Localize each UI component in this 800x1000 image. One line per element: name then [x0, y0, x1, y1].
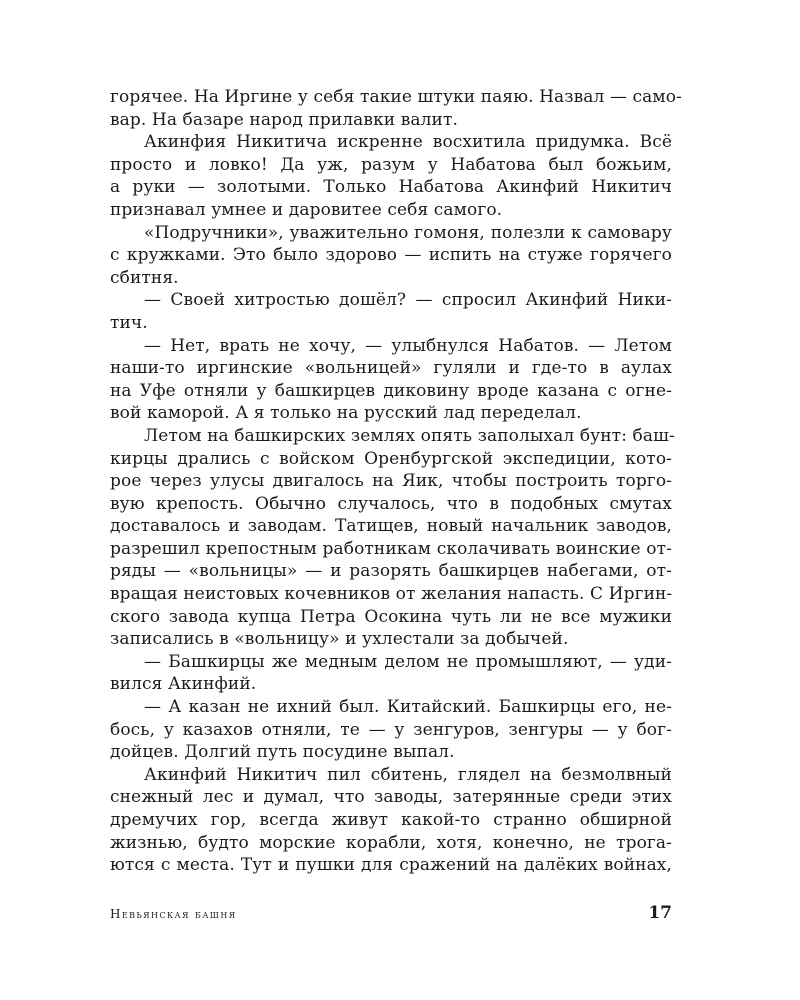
text-line: ются с места. Тут и пушки для сражений на далёких войнах,	[110, 855, 672, 876]
text-line: Летом на башкирских землях опять заполыхал бунт: баш-	[144, 425, 675, 446]
text-line: «Подручники», уважительно гомоня, полезли к самовару	[144, 222, 672, 243]
text-line: вой каморой. А я только на русский лад переделал.	[110, 403, 582, 424]
text-line: тич.	[110, 312, 148, 333]
text-line: кирцы дрались с войском Оренбургской экспедиции, кото-	[110, 448, 672, 469]
text-line: наши-то иргинские «вольницей» гуляли и где-то в аулах	[110, 358, 672, 379]
text-line: — Нет, врать не хочу, — улыбнулся Набатов. — Летом	[144, 335, 672, 356]
page-footer	[110, 903, 672, 929]
text-line: дремучих гор, всегда живут какой-то странно обширной	[110, 810, 672, 830]
page-number: 17	[648, 903, 672, 923]
text-line: бось, у казахов отняли, те — у зенгуров, зенгуры — у бог-	[110, 719, 672, 740]
running-title: Невьянская башня	[110, 907, 237, 921]
text-line: вился Акинфий.	[110, 674, 257, 695]
text-line: жизнью, будто морские корабли, хотя, конечно, не трога-	[110, 832, 672, 853]
text-line: горячее. На Иргине у себя такие штуки паяю. Назвал — само-	[110, 87, 682, 107]
text-line: сбитня.	[110, 267, 179, 288]
text-line: вращая неистовых кочевников от желания напасть. С Иргин-	[110, 584, 673, 605]
text-line: доставалось и заводам. Татищев, новый начальник заводов,	[110, 516, 672, 537]
text-line: записались в «вольницу» и ухлестали за добычей.	[110, 629, 569, 650]
text-line: дойцев. Долгий путь посудине выпал.	[110, 742, 455, 763]
text-line: вар. На базаре народ прилавки валит.	[110, 109, 458, 130]
text-line: Акинфий Никитич пил сбитень, глядел на безмолвный	[144, 764, 672, 785]
body-text	[110, 86, 682, 877]
text-line: Акинфия Никитича искренне восхитила придумка. Всё	[144, 132, 672, 153]
text-line: — Своей хитростью дошёл? — спросил Акинфий Ники-	[144, 290, 672, 311]
text-line: вую крепость. Обычно случалось, что в подобных смутах	[110, 493, 672, 514]
text-line: на Уфе отняли у башкирцев диковину вроде казана с огне-	[110, 380, 672, 401]
text-line: признавал умнее и даровитее себя самого.	[110, 199, 503, 220]
text-line: разрешил крепостным работникам сколачивать воинские от-	[110, 538, 672, 559]
text-line: — Башкирцы же медным делом не промышляют, — уди-	[144, 651, 672, 672]
text-line: ского завода купца Петра Осокина чуть ли не все мужики	[110, 606, 672, 627]
text-line: — А казан не ихний был. Китайский. Башкирцы его, не-	[144, 697, 672, 718]
text-line: а руки — золотыми. Только Набатова Акинфий Никитич	[110, 177, 672, 198]
text-line: снежный лес и думал, что заводы, затерянные среди этих	[110, 787, 672, 808]
text-line: рое через улусы двигалось на Яик, чтобы построить торго-	[110, 471, 672, 492]
text-line: ряды — «вольницы» — и разорять башкирцев набегами, от-	[110, 561, 672, 582]
text-line: с кружками. Это было здорово — испить на стуже горячего	[110, 245, 672, 266]
text-line: просто и ловко! Да уж, разум у Набатова был божьим,	[110, 154, 672, 175]
